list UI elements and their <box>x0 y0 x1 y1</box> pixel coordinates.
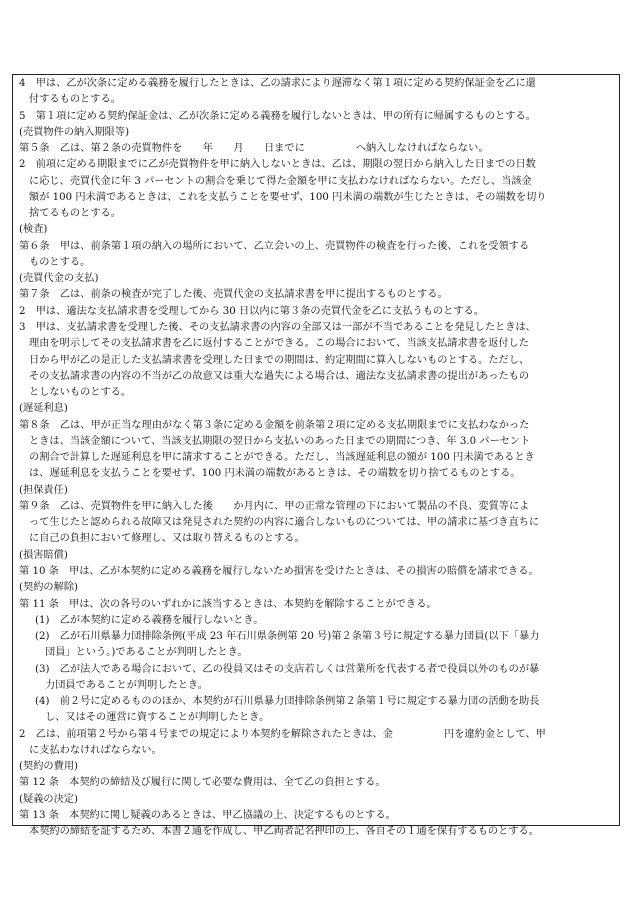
document-line: 第５条 乙は、第２条の売買物件を 年 月 日までに へ納入しなければならない。 <box>19 143 489 155</box>
document-line: 付するものとする。 <box>29 94 121 106</box>
document-line: 額が 100 円未満であるときは、これを支払うことを要せず、100 円未満の端数が生じたときは、その端数を切り <box>29 191 547 203</box>
document-line: 第９条 乙は、売買物件を甲に納入した後 か月内に、甲の正常な管理の下において製品の不良、変質等によ <box>19 500 530 512</box>
document-line: (4) 前２号に定めるもののほか、本契約が石川県暴力団排除条例第２条第１号に規定する暴力団の活動を助長 <box>35 696 540 708</box>
document-line: 第７条 乙は、前条の検査が完了した後、売買代金の支払請求書を甲に提出するものとする。 <box>19 289 448 301</box>
document-line: 第 11 条 甲は、次の各号のいずれかに該当するときは、本契約を解除することができる。 <box>19 598 437 610</box>
document-line: (損害賠償) <box>19 549 68 561</box>
document-line: って生じたと認められる故障又は発見された契約の内容に適合しないものについては、甲の請求に基づき直ちに <box>29 517 540 529</box>
document-line: その支払請求書の内容の不当が乙の故意又は重大な過失による場合は、適法な支払請求書の提出があったもの <box>29 370 530 382</box>
document-line: は、遅延利息を支払うことを要せず、100 円未満の端数があるときは、その端数を切り捨てるものとする。 <box>29 468 521 480</box>
document-line: (遅延利息) <box>19 403 68 415</box>
document-line: ものとする。 <box>29 256 91 268</box>
document-line: 第 10 条 甲は、乙が本契約に定める義務を履行しないため損害を受けたときは、その損害の賠償を請求できる。 <box>19 565 539 577</box>
document-line: ときは、当該金額について、当該支払期限の翌日から支払いのあった日までの期間につき、年 3.0 パーセント <box>29 435 531 447</box>
document-line: に自己の負担において修理し、又は取り替えるものとする。 <box>29 533 305 545</box>
document-line: 理由を明示してその支払請求書を乙に返付することができる。この場合において、当該支払請求書を返付した <box>29 338 529 350</box>
document-line: 団員」という。)であることが判明したとき。 <box>45 647 248 659</box>
document-line: (売買物件の納入期限等) <box>19 126 130 138</box>
document-line: に支払わなければならない。 <box>29 744 162 756</box>
document-line: (検査) <box>19 224 48 236</box>
document-line: (契約の費用) <box>19 761 79 773</box>
document-line: 2 前項に定める期限までに乙が売買物件を甲に納入しないときは、乙は、期限の翌日から納入した日までの日数 <box>19 159 536 171</box>
document-line: 第８条 乙は、甲が正当な理由がなく第３条に定める金額を前条第２項に定める支払期限までに支払わなかった <box>19 419 530 431</box>
document-line: 2 甲は、適法な支払請求書を受理してから 30 日以内に第３条の売買代金を乙に支払うものとする。 <box>19 305 484 317</box>
document-line: し、又はその運営に資することが判明したとき。 <box>45 712 270 724</box>
document-line: としないものとする。 <box>29 387 132 399</box>
document-line: 4 甲は、乙が次条に定める義務を履行したときは、乙の請求により遅滞なく第１項に定める契約保証金を乙に還 <box>19 78 536 89</box>
document-line: 3 甲は、支払請求書を受理した後、その支払請求書の内容の全部又は一部が不当であることを発見したときは、 <box>19 321 536 333</box>
document-line: (売買代金の支払) <box>19 273 99 285</box>
document-line: 力団員であることが判明したとき。 <box>45 679 208 691</box>
document-line: (2) 乙が石川県暴力団排除条例(平成 23 年石川県条例第 20 号)第２条第３号に規定する暴力団員(以下「暴力 <box>35 631 540 643</box>
document-line: 第 12 条 本契約の締結及び履行に関して必要な費用は、全て乙の負担とする。 <box>19 777 386 789</box>
document-line: 第 13 条 本契約に関し疑義のあるときは、甲乙協議の上、決定するものとする。 <box>19 809 396 821</box>
contract-document-body <box>12 74 620 838</box>
document-line: 日から甲が乙の是正した支払請求書を受理した日までの期間は、約定期間に算入しないものとする。ただし、 <box>29 354 530 366</box>
document-line: の割合で計算した遅延利息を甲に請求することができる。ただし、当該遅延利息の額が 100 円未満であるとき <box>29 452 535 464</box>
document-line: (契約の解除) <box>19 582 79 594</box>
document-line: 本契約の締結を証するため、本書２通を作成し、甲乙両者記名押印の上、各自その１通を保有するものとする。 <box>29 826 539 838</box>
document-line: (1) 乙が本契約に定める義務を履行しないとき。 <box>35 614 264 626</box>
document-line: に応じ、売買代金に年 3 パーセントの割合を乗じて得た金額を甲に支払わなければならない。ただし、当該金 <box>29 175 532 187</box>
document-line: (疑義の決定) <box>19 793 79 805</box>
document-line: 第６条 甲は、前条第１項の納入の場所において、乙立会いの上、売買物件の検査を行った後、これを受領する <box>19 240 530 252</box>
document-line: (担保責任) <box>19 484 68 496</box>
document-line: 捨てるものとする。 <box>29 208 121 220</box>
document-line: 2 乙は、前項第２号から第４号までの規定により本契約を解除されたときは、金 円を違約金として、甲 <box>19 728 546 740</box>
document-line: (3) 乙が法人である場合において、乙の役員又はその支店若しくは営業所を代表する者で役員以外のものが暴 <box>35 663 540 675</box>
document-line: 5 第１項に定める契約保証金は、乙が次条に定める義務を履行しないときは、甲の所有に帰属するものとする。 <box>19 110 536 122</box>
